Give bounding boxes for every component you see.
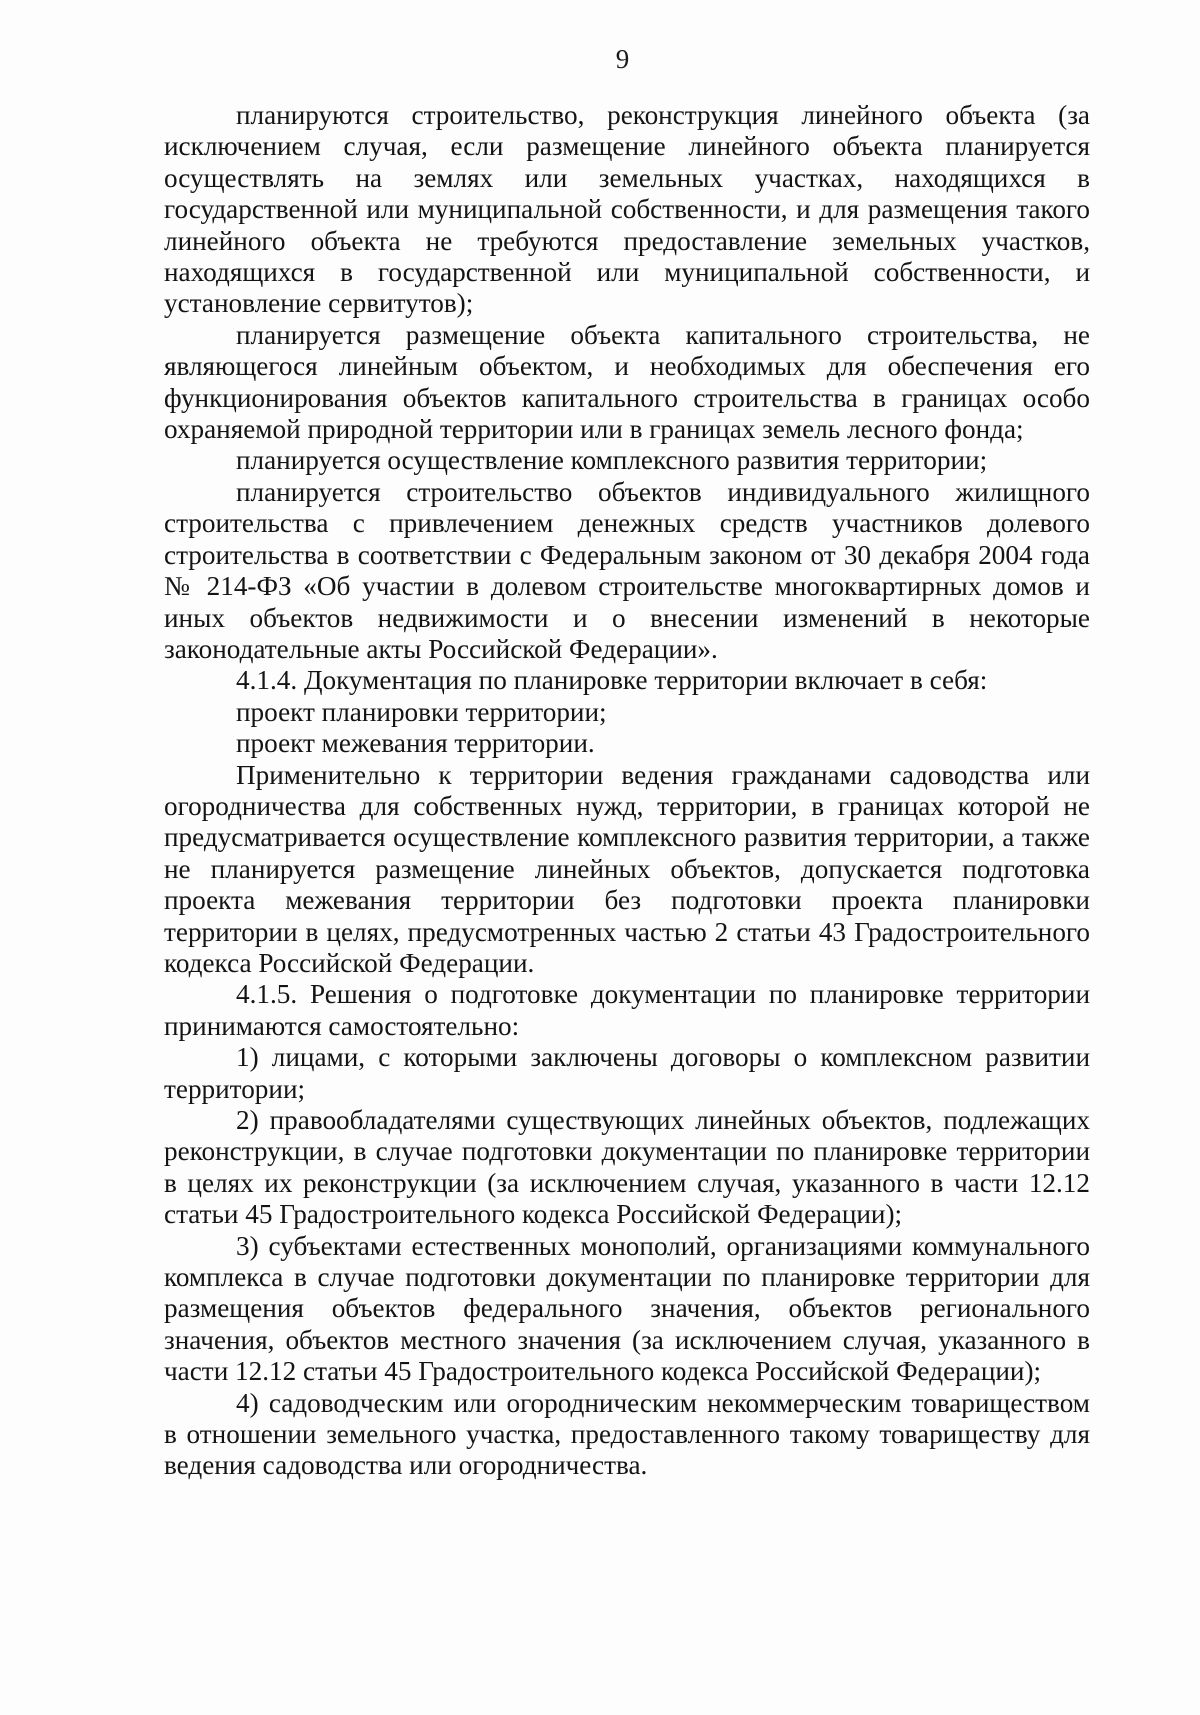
numbered-item: 1) лицами, с которыми заключены договоры о комплексном развитии территории; (164, 1042, 1090, 1104)
paragraph: Применительно к территории ведения гражданами садоводства или огородничества для собственных нужд, территории, в границах которой не предусматривается осуществление комплексного развития территории, а также не планируется размещение линейных объектов, допускается подготовка проекта межевания территории без подготовки проекта планировки территории в целях, предусмотренных частью 2 статьи 43 Градостроительного кодекса Российской Федерации. (164, 759, 1090, 978)
paragraph: планируется размещение объекта капитального строительства, не являющегося линейным объектом, и необходимых для обеспечения его функционирования объектов капитального строительства в границах особо охраняемой природной территории или в границах земель лесного фонда; (164, 319, 1090, 445)
paragraph: планируется осуществление комплексного развития территории; (236, 445, 988, 476)
paragraph: планируется строительство объектов индивидуального жилищного строительства с привлечением денежных средств участников долевого строительства в соответствии с Федеральным законом от 30 декабря 2004 года № 214-ФЗ «Об участии в долевом строительстве многоквартирных домов и иных объектов недвижимости и о внесении изменений в некоторые законодательные акты Российской Федерации». (164, 476, 1090, 664)
document-body (164, 100, 1090, 1482)
numbered-item: 3) субъектами естественных монополий, организациями коммунального комплекса в случае подготовки документации по планировке территории для размещения объектов федерального значения, объектов регионального значения, объектов местного значения (за исключением случая, указанного в части 12.12 статьи 45 Градостроительного кодекса Российской Федерации); (164, 1230, 1090, 1387)
section-heading-4-1-5: 4.1.5. Решения о подготовке документации по планировке территории принимаются самостоятельно: (164, 979, 1090, 1041)
section-heading-4-1-4: 4.1.4. Документация по планировке территории включает в себя: (236, 665, 988, 696)
list-item: проект планировки территории; (236, 696, 607, 727)
paragraph: планируются строительство, реконструкция линейного объекта (за исключением случая, если размещение линейного объекта планируется осуществлять на землях или земельных участках, находящихся в государственной или муниципальной собственности, и для размещения такого линейного объекта не требуются предоставление земельных участков, находящихся в государственной или муниципальной собственности, и установление сервитутов); (164, 100, 1090, 319)
numbered-item: 2) правообладателями существующих линейных объектов, подлежащих реконструкции, в случае подготовки документации по планировке территории в целях их реконструкции (за исключением случая, указанного в части 12.12 статьи 45 Градостроительного кодекса Российской Федерации); (164, 1105, 1090, 1230)
list-item: проект межевания территории. (236, 728, 595, 759)
numbered-item: 4) садоводческим или огородническим некоммерческим товариществом в отношении земельного участка, предоставленного такому товариществу для ведения садоводства или огородничества. (164, 1387, 1090, 1481)
page-number: 9 (615, 44, 630, 74)
